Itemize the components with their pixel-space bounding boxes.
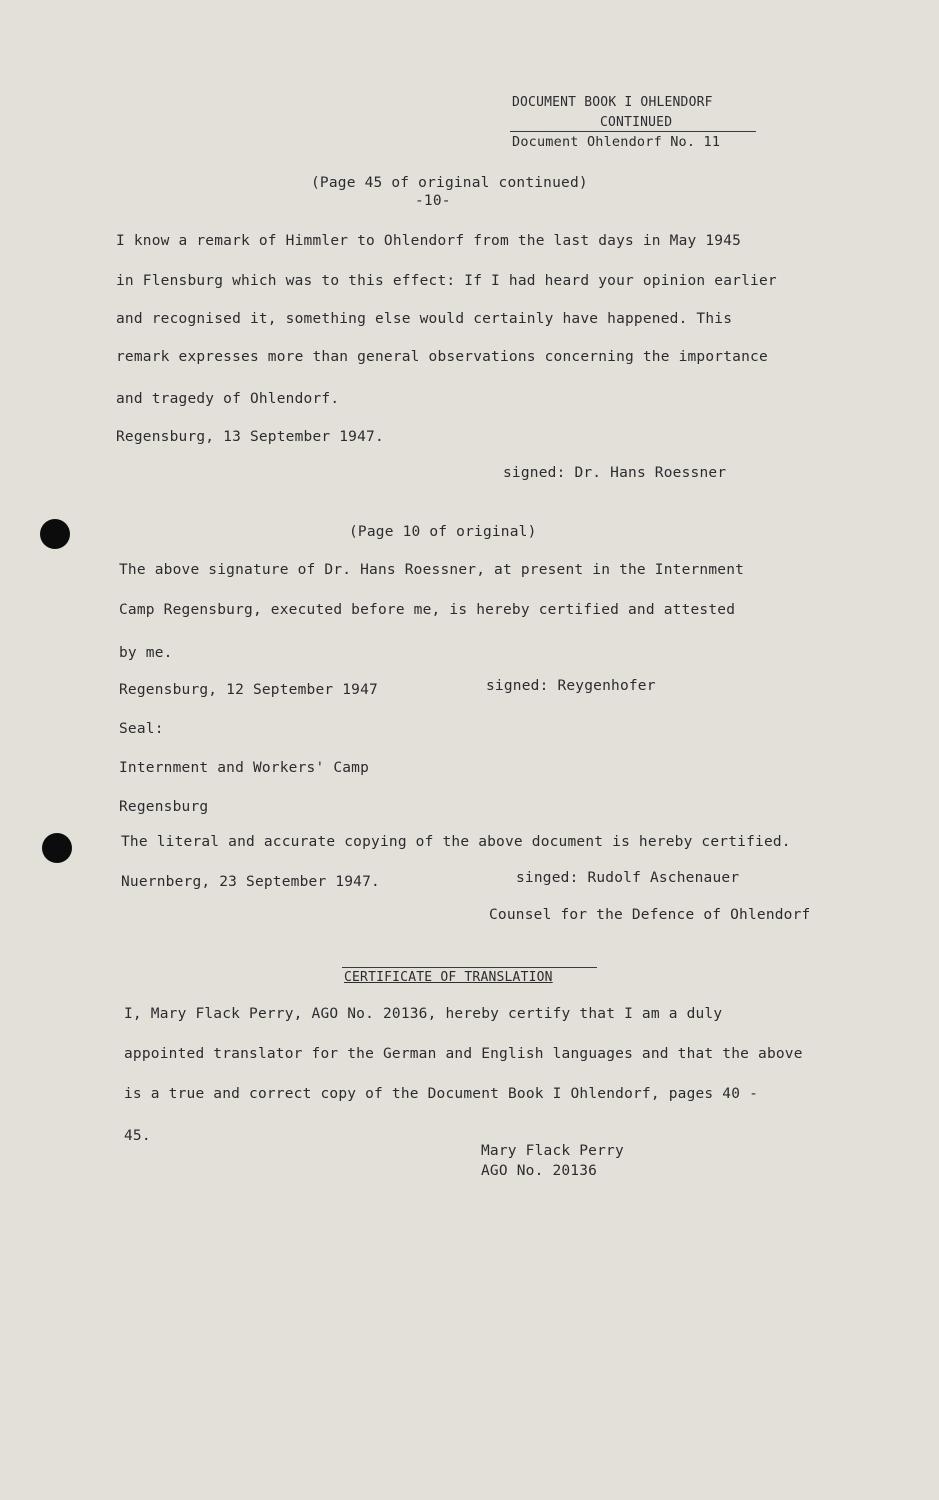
header-rule: [510, 131, 756, 132]
translation-line: appointed translator for the German and English languages and that the above: [124, 1046, 803, 1062]
page-number: -10-: [415, 193, 451, 209]
body-line: remark expresses more than general observations concerning the importance: [116, 349, 768, 365]
punch-hole-bottom: [42, 833, 72, 863]
page-reference-1: (Page 45 of original continued): [311, 175, 588, 191]
translation-line: I, Mary Flack Perry, AGO No. 20136, hereby certify that I am a duly: [124, 1006, 723, 1022]
translator-ago: AGO No. 20136: [481, 1163, 598, 1179]
body-line: and recognised it, something else would certainly have happened. This: [116, 311, 733, 327]
body-line: and tragedy of Ohlendorf.: [116, 391, 340, 407]
certification-line: The above signature of Dr. Hans Roessner, at present in the Internment: [119, 562, 745, 578]
translation-title-rule: [342, 967, 597, 968]
signature-1: signed: Dr. Hans Roessner: [503, 465, 727, 481]
place-date-2: Regensburg, 12 September 1947: [119, 682, 378, 698]
translation-line: 45.: [124, 1128, 151, 1144]
translator-name: Mary Flack Perry: [481, 1143, 624, 1159]
signature-2: signed: Reygenhofer: [486, 678, 656, 694]
body-line: I know a remark of Himmler to Ohlendorf from the last days in May 1945: [116, 233, 742, 249]
translation-line: is a true and correct copy of the Document Book I Ohlendorf, pages 40 -: [124, 1086, 759, 1102]
header-line-2: CONTINUED: [600, 115, 673, 130]
header-line-1: DOCUMENT BOOK I OHLENDORF: [512, 95, 713, 110]
place-date-1: Regensburg, 13 September 1947.: [116, 429, 384, 445]
copy-certification: The literal and accurate copying of the above document is hereby certified.: [121, 834, 791, 850]
seal-line-2: Regensburg: [119, 799, 209, 815]
signature-3: singed: Rudolf Aschenauer: [516, 870, 740, 886]
place-date-3: Nuernberg, 23 September 1947.: [121, 874, 380, 890]
page-reference-2: (Page 10 of original): [349, 524, 537, 540]
counsel-title: Counsel for the Defence of Ohlendorf: [489, 907, 811, 923]
seal-line-1: Internment and Workers' Camp: [119, 760, 370, 776]
seal-label: Seal:: [119, 721, 164, 737]
punch-hole-top: [40, 519, 70, 549]
header-line-3: Document Ohlendorf No. 11: [512, 134, 721, 150]
certification-line: by me.: [119, 645, 173, 661]
body-line: in Flensburg which was to this effect: If I had heard your opinion earlier: [116, 273, 777, 289]
translation-title: CERTIFICATE OF TRANSLATION: [344, 970, 553, 985]
certification-line: Camp Regensburg, executed before me, is hereby certified and attested: [119, 602, 736, 618]
